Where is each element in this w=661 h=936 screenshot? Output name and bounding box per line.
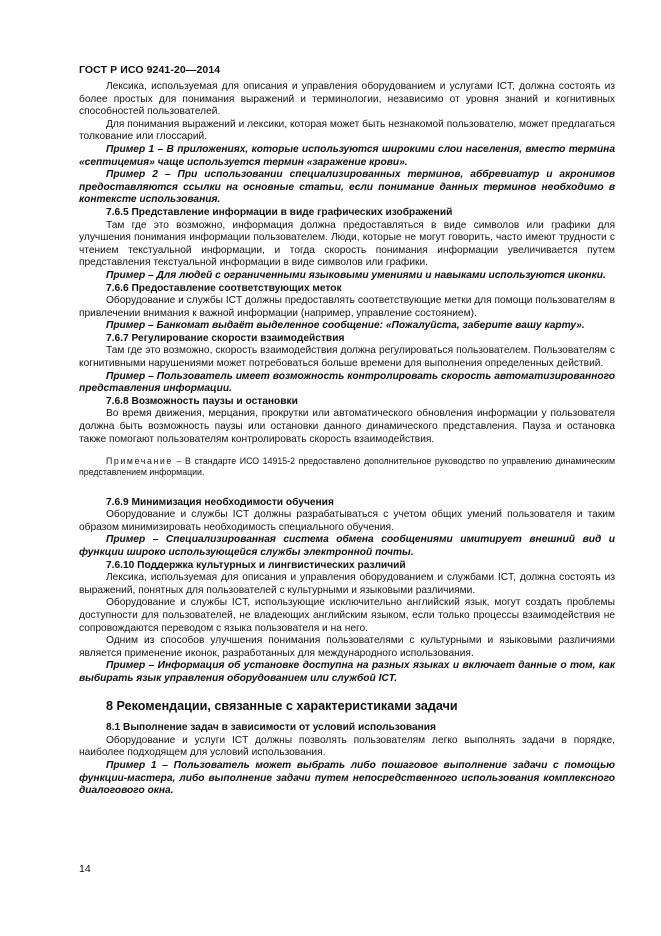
section-heading-8: 8 Рекомендации, связанные с характеристиками задачи [106,698,458,713]
example-paragraph: Пример – Пользователь имеет возможность контролировать скорость автоматизированного представления информации. [79,370,615,395]
paragraph: Оборудование и услуги ICT должны позволять пользователям легко выполнять задачи в порядке, наиболее подходящем для условий использования. [79,734,615,759]
note [79,456,615,478]
paragraph: Во время движения, мерцания, прокрутки или автоматического обновления информации у пользователя должна быть возможность паузы или остановки данного динамического представления. Пауза и остановка также помогают пользователям контролировать скорость взаимодействия. [79,408,615,445]
paragraph: Там где это возможно, скорость взаимодействия должна регулироваться пользователем. Пользователям с когнитивными нарушениями может потребоваться больше времени для выполнения определенных действий. [79,345,615,370]
paragraph: Одним из способов улучшения понимания пользователями с культурными и языковыми различиями является применение иконок, разработанных для международного использования. [79,635,615,659]
section-heading-7-6-5: 7.6.5 Представление информации в виде графических изображений [106,206,453,218]
document-header: ГОСТ Р ИСО 9241-20—2014 [79,64,221,76]
example-paragraph: Пример – Информация об установке доступна на разных языках и включает данные о том, как выбирать язык управления оборудованием или службой ICT. [79,660,615,684]
paragraph: Оборудование и службы ICT должны разрабатываться с учетом общих умений пользователя и таким образом минимизировать необходимость специального обучения. [79,509,615,533]
page-number: 14 [79,863,91,875]
section-heading-7-6-6: 7.6.6 Предоставление соответствующих меток [106,282,342,294]
note-text: – В стандарте ИСО 14915-2 предоставлено дополнительное руководство по управлению динамическим представлением информации. [79,456,615,478]
paragraph: Там где это возможно, информация должна предоставляться в виде символов или графики для улучшения понимания информации пользователем. Люди, которые не могут говорить, часто имеют трудности с чтением текстуальной информации, и тогда скорость понимания информации увеличивается путем представления текстуальной информации в виде символов или графики. [79,219,615,269]
note-label: Примечание [106,456,173,467]
section-heading-8-1: 8.1 Выполнение задач в зависимости от условий использования [106,722,436,734]
paragraph: Лексика, используемая для описания и управления оборудованием и службами ICT, должна состоять из выражений, понятных для пользователей с культурными и языковыми различиями. [79,572,615,596]
example-paragraph: Пример – Для людей с ограниченными языковыми умениями и навыками используются иконки. [106,269,606,281]
example-paragraph: Пример 1 – В приложениях, которые используются широкими слои населения, вместо термина «септицемия» чаще используется термин «заражение крови». [79,143,615,168]
section-heading-7-6-7: 7.6.7 Регулирование скорости взаимодействия [106,332,345,344]
section-heading-7-6-8: 7.6.8 Возможность паузы и остановки [106,395,298,407]
paragraph: Для понимания выражений и лексики, которая может быть незнакомой пользователю, может предлагаться толкование или глоссарий. [79,118,615,143]
section-heading-7-6-10: 7.6.10 Поддержка культурных и лингвистических различий [106,559,406,571]
example-paragraph: Пример – Специализированная система обмена сообщениями имитирует внешний вид и функции широко использующейся службы электронной почты. [79,534,615,558]
section-heading-7-6-9: 7.6.9 Минимизация необходимости обучения [106,496,334,508]
paragraph: Оборудование и службы ICT должны предоставлять соответствующие метки для помощи пользователям в привлечении внимания к важной информации (например, управление состоянием). [79,295,615,319]
example-paragraph: Пример 2 – При использовании специализированных терминов, аббревиатур и акронимов предоставляются ссылки на основные статьи, если понимание данных терминов необходимо в контексте использования. [79,169,615,206]
example-paragraph: Пример – Банкомат выдаёт выделенное сообщение: «Пожалуйста, заберите вашу карту». [106,320,585,332]
paragraph: Лексика, используемая для описания и управления оборудованием и услугами ICT, должна состоять из более простых для понимания выражений и терминологии, независимо от уровня знаний и когнитивных способностей пользователей. [79,81,615,118]
example-paragraph: Пример 1 – Пользователь может выбрать либо пошаговое выполнение задачи с помощью функции-мастера, либо выполнение задачи путем непосредственного использования комплексного диалогового окна. [79,759,615,797]
paragraph: Оборудование и службы ICT, использующие исключительно английский язык, могут создать проблемы доступности для пользователей, не владеющих английским языком, если только процессы взаимодействия не сопровождаются переводом с языка пользователя и на него. [79,597,615,634]
document-body [79,81,615,798]
